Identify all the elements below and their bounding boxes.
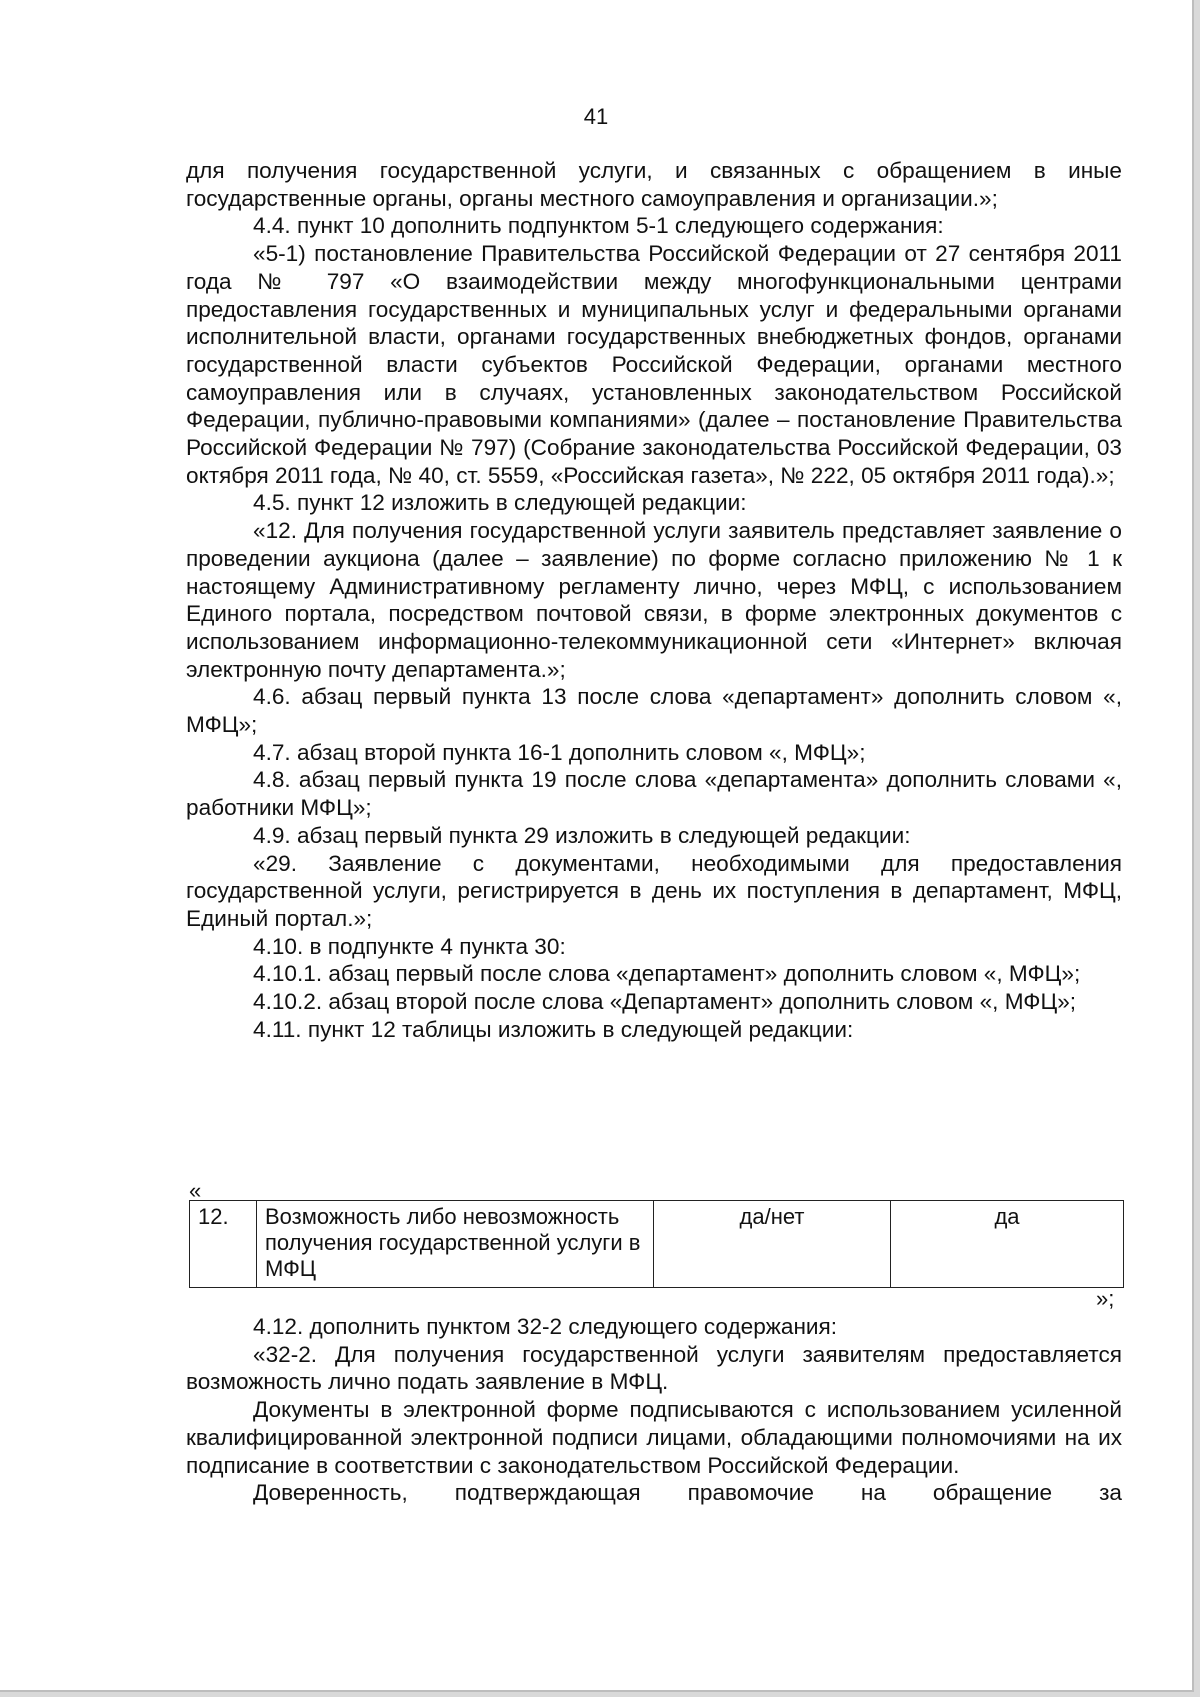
amendment-table	[189, 1200, 1124, 1288]
text-block-bottom	[186, 1313, 1122, 1507]
page-number: 41	[583, 104, 609, 129]
paragraph: 4.10. в подпункте 4 пункта 30:	[253, 933, 566, 959]
paragraph: «5-1) постановление Правительства Российской Федерации от 27 сентября 2011 года № 797 «О взаимодействии между многофункциональными центрами предоставления государственных и муниципальных услуг и федеральными органами исполнительной власти, органами государственных внебюджетных фондов, органами государственной власти субъектов Российской Федерации, органами местного самоуправления или в случаях, установленных законодательством Российской Федерации, публично-правовыми компаниями» (далее – постановление Правительства Российской Федерации № 797) (Собрание законодательства Российской Федерации, 03 октября 2011 года, № 40, ст. 5559, «Российская газета», № 222, 05 октября 2011 года).»;	[186, 241, 1122, 488]
table-open-quote: «	[189, 1178, 202, 1203]
paragraph: 4.5. пункт 12 изложить в следующей редакции:	[253, 490, 747, 516]
text-block-top	[186, 157, 1122, 1044]
paragraph: 4.6. абзац первый пункта 13 после слова «департамент» дополнить словом «, МФЦ»;	[186, 684, 1122, 738]
table-cell-value: да	[891, 1201, 1124, 1288]
table-cell-options: да/нет	[654, 1201, 891, 1288]
paragraph: 4.4. пункт 10 дополнить подпунктом 5-1 следующего содержания:	[253, 213, 944, 239]
table-cell-number: 12.	[190, 1201, 257, 1288]
paragraph: Доверенность, подтверждающая правомочие на обращение за	[253, 1480, 1122, 1506]
paragraph: Документы в электронной форме подписываются с использованием усиленной квалифицированной электронной подписи лицами, обладающими полномочиями на их подписание в соответствии с законодательством Российской Федерации.	[186, 1397, 1122, 1478]
paragraph: 4.8. абзац первый пункта 19 после слова «департамента» дополнить словами «, работники МФЦ»;	[186, 767, 1122, 821]
paragraph: 4.7. абзац второй пункта 16-1 дополнить словом «, МФЦ»;	[253, 739, 866, 765]
table-cell-text: Возможность либо невозможность получения государственной услуги в МФЦ	[257, 1201, 654, 1288]
paragraph: 4.10.2. абзац второй после слова «Департамент» дополнить словом «, МФЦ»;	[253, 989, 1077, 1015]
paragraph: 4.12. дополнить пунктом 32-2 следующего содержания:	[253, 1314, 838, 1339]
table-row	[190, 1201, 1124, 1288]
paragraph: 4.9. абзац первый пункта 29 изложить в следующей редакции:	[253, 822, 911, 848]
paragraph: «32-2. Для получения государственной услуги заявителям предоставляется возможность лично подать заявление в МФЦ.	[186, 1341, 1122, 1395]
paragraph: для получения государственной услуги, и связанных с обращением в иные государственные органы, органы местного самоуправления и организации.»;	[186, 158, 1122, 211]
paragraph: 4.10.1. абзац первый после слова «департамент» дополнить словом «, МФЦ»;	[253, 961, 1081, 987]
paragraph: «12. Для получения государственной услуги заявитель представляет заявление о проведении аукциона (далее – заявление) по форме согласно приложению № 1 к настоящему Административному регламенту лично, через МФЦ, с использованием Единого портала, посредством почтовой связи, в форме электронных документов с использованием информационно-телекоммуникационной сети «Интернет» включая электронную почту департамента.»;	[186, 518, 1122, 682]
table-close-quote: »;	[1096, 1286, 1115, 1311]
paragraph: 4.11. пункт 12 таблицы изложить в следующей редакции:	[253, 1016, 854, 1042]
paragraph: «29. Заявление с документами, необходимыми для предоставления государственной услуги, регистрируется в день их поступления в департамент, МФЦ, Единый портал.»;	[186, 850, 1122, 931]
